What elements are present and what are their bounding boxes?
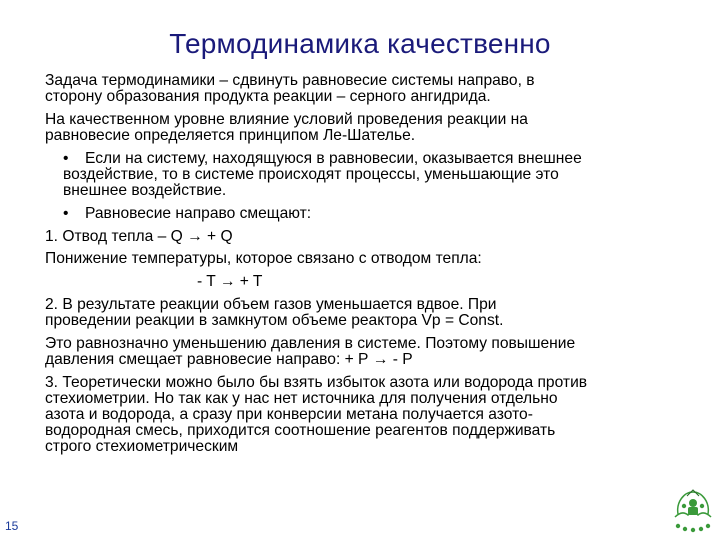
text-line: Равновесие направо смещают: [85, 204, 312, 222]
text-line: Задача термодинамики – сдвинуть равновесие системы направо, в [45, 72, 535, 89]
text-line: давления смещает равновесие направо: + Р → - Р [45, 350, 413, 368]
text-line: - T → + T [197, 273, 263, 291]
text-line: азота и водорода, а сразу при конверсии метана получается азото- [45, 405, 533, 423]
text-line: Это равнозначно уменьшению давления в системе. Поэтому повышение [45, 334, 576, 352]
text-line: проведении реакции в замкнутом объеме реактора Vр = Const. [45, 311, 504, 329]
text-line: равновесие определяется принципом Ле-Шателье. [45, 127, 416, 145]
paragraph-temperature-arrow [45, 274, 685, 290]
paragraph-le-chatelier [45, 112, 685, 144]
paragraph-excess [45, 375, 685, 456]
text-line: воздействие, то в системе происходят процессы, уменьшающие это [63, 166, 559, 184]
paragraph-temperature [45, 251, 685, 267]
slide-number: 15 [5, 519, 19, 533]
text-line: Понижение температуры, которое связано с отводом тепла: [45, 250, 482, 268]
bullet-principle [45, 151, 685, 200]
university-logo-icon [670, 484, 716, 536]
slide-content [45, 73, 685, 462]
text-line: водородная смесь, приходится соотношение реагентов поддерживать [45, 422, 556, 440]
paragraph-pressure [45, 336, 685, 368]
text-line: стехиометрии. Но так как у нас нет источника для получения отдельно [45, 389, 558, 407]
text-line: внешнее воздействие. [63, 182, 227, 200]
text-line: 2. В результате реакции объем газов уменьшается вдвое. При [45, 295, 497, 313]
text-line: 1. Отвод тепла – Q → + Q [45, 227, 233, 245]
text-line: 3. Теоретически можно было бы взять избыток азота или водорода против [45, 373, 588, 391]
slide-title: Термодинамика качественно [169, 28, 551, 59]
paragraph-volume [45, 297, 685, 329]
bullet-shift [45, 206, 685, 222]
paragraph-task [45, 73, 685, 105]
text-line: сторону образования продукта реакции – серного ангидрида. [45, 88, 491, 106]
paragraph-heat [45, 229, 685, 245]
bullet-icon: • [63, 149, 69, 167]
text-line: строго стехиометрическим [45, 438, 239, 456]
bullet-icon: • [63, 204, 69, 222]
text-line: На качественном уровне влияние условий проведения реакции на [45, 110, 528, 128]
text-line: Если на систему, находящуюся в равновесии, оказывается внешнее [85, 149, 582, 167]
